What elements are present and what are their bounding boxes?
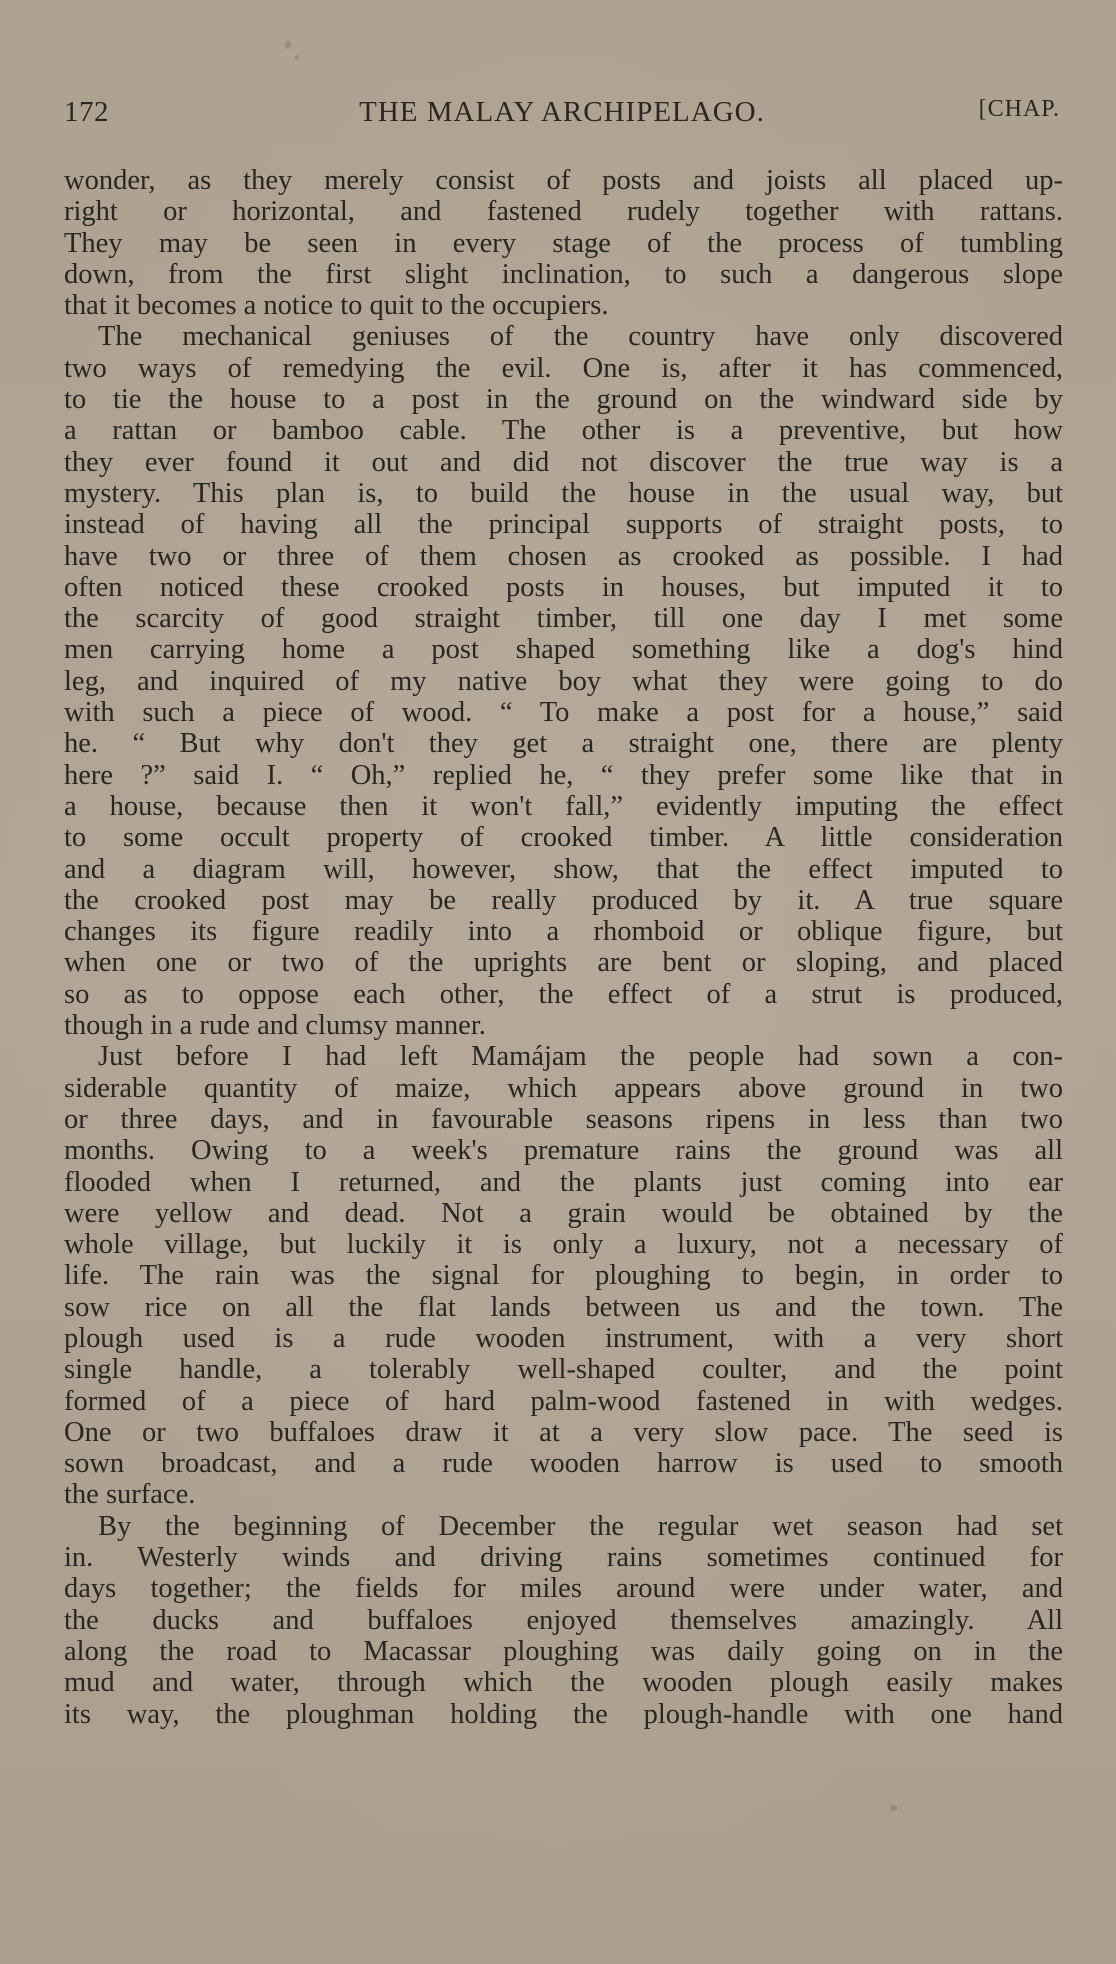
- text-line: the scarcity of good straight timber, till one day I met some: [64, 603, 1063, 635]
- text-line: they ever found it out and did not discover the true way is a: [64, 446, 1063, 478]
- text-line: days together; the fields for miles around were under water, and: [64, 1573, 1063, 1605]
- page-number: 172: [64, 96, 109, 128]
- text-line: that it becomes a notice to quit to the occupiers.: [64, 290, 609, 322]
- text-line: By the beginning of December the regular wet season had set: [98, 1510, 1063, 1542]
- text-line: Just before I had left Mamájam the people had sown a con-: [98, 1041, 1063, 1073]
- text-line: to some occult property of crooked timber. A little consideration: [64, 822, 1063, 854]
- text-line: down, from the first slight inclination, to such a dangerous slope: [64, 258, 1063, 290]
- text-line: and a diagram will, however, show, that the effect imputed to: [64, 853, 1063, 885]
- text-line: mystery. This plan is, to build the house in the usual way, but: [64, 477, 1063, 509]
- text-line: though in a rude and clumsy manner.: [64, 1010, 486, 1042]
- text-line: he. “ But why don't they get a straight one, there are plenty: [64, 728, 1063, 760]
- text-line: changes its figure readily into a rhomboid or oblique figure, but: [64, 916, 1063, 948]
- text-line: a rattan or bamboo cable. The other is a preventive, but how: [64, 415, 1063, 447]
- paper-speck: [285, 40, 291, 49]
- text-line: the crooked post may be really produced by it. A true square: [64, 884, 1063, 916]
- text-line: with such a piece of wood. “ To make a post for a house,” said: [64, 697, 1063, 729]
- text-line: plough used is a rude wooden instrument, with a very short: [64, 1322, 1063, 1354]
- text-line: flooded when I returned, and the plants just coming into ear: [64, 1166, 1063, 1198]
- text-line: months. Owing to a week's premature rains the ground was all: [64, 1135, 1063, 1167]
- text-line: sown broadcast, and a rude wooden harrow is used to smooth: [64, 1448, 1063, 1480]
- text-line: men carrying home a post shaped something like a dog's hind: [64, 634, 1063, 666]
- text-line: to tie the house to a post in the ground on the windward side by: [64, 384, 1063, 416]
- text-line: leg, and inquired of my native boy what they were going to do: [64, 665, 1063, 697]
- text-line: One or two buffaloes draw it at a very slow pace. The seed is: [64, 1416, 1063, 1448]
- text-line: right or horizontal, and fastened rudely together with rattans.: [64, 196, 1063, 228]
- text-line: have two or three of them chosen as crooked as possible. I had: [64, 540, 1063, 572]
- text-line: instead of having all the principal supports of straight posts, to: [64, 509, 1063, 541]
- text-line: life. The rain was the signal for ploughing to begin, in order to: [64, 1260, 1063, 1292]
- text-line: formed of a piece of hard palm-wood fastened in with wedges.: [64, 1385, 1063, 1417]
- text-line: sow rice on all the flat lands between us and the town. The: [64, 1291, 1063, 1323]
- text-line: wonder, as they merely consist of posts and joists all placed up-: [64, 165, 1063, 196]
- text-line: so as to oppose each other, the effect of a strut is produced,: [64, 978, 1063, 1010]
- running-head: [64, 96, 1060, 136]
- text-line: whole village, but luckily it is only a luxury, not a necessary of: [64, 1229, 1063, 1261]
- paper-speck: [295, 55, 299, 60]
- book-title: THE MALAY ARCHIPELAGO.: [359, 96, 765, 128]
- text-line: mud and water, through which the wooden plough easily makes: [64, 1667, 1063, 1699]
- paper-speck: [890, 1805, 897, 1811]
- text-line: in. Westerly winds and driving rains sometimes continued for: [64, 1542, 1063, 1574]
- text-line: single handle, a tolerably well-shaped coulter, and the point: [64, 1354, 1063, 1386]
- text-line: They may be seen in every stage of the process of tumbling: [64, 227, 1063, 259]
- text-line: the ducks and buffaloes enjoyed themselves amazingly. All: [64, 1604, 1063, 1636]
- text-line: along the road to Macassar ploughing was daily going on in the: [64, 1635, 1063, 1667]
- text-line: often noticed these crooked posts in houses, but imputed it to: [64, 571, 1063, 603]
- text-line: or three days, and in favourable seasons ripens in less than two: [64, 1103, 1063, 1135]
- text-line: its way, the ploughman holding the plough-handle with one hand: [64, 1698, 1063, 1730]
- text-line: the surface.: [64, 1479, 196, 1511]
- text-line: a house, because then it won't fall,” evidently imputing the effect: [64, 790, 1063, 822]
- chapter-mark: [CHAP.: [978, 96, 1060, 122]
- body-text: [64, 165, 1063, 1730]
- text-line: were yellow and dead. Not a grain would be obtained by the: [64, 1197, 1063, 1229]
- text-line: two ways of remedying the evil. One is, after it has commenced,: [64, 352, 1063, 384]
- text-line: when one or two of the uprights are bent or sloping, and placed: [64, 947, 1063, 979]
- text-line: The mechanical geniuses of the country have only discovered: [98, 321, 1063, 353]
- text-line: here ?” said I. “ Oh,” replied he, “ they prefer some like that in: [64, 759, 1063, 791]
- text-line: siderable quantity of maize, which appears above ground in two: [64, 1072, 1063, 1104]
